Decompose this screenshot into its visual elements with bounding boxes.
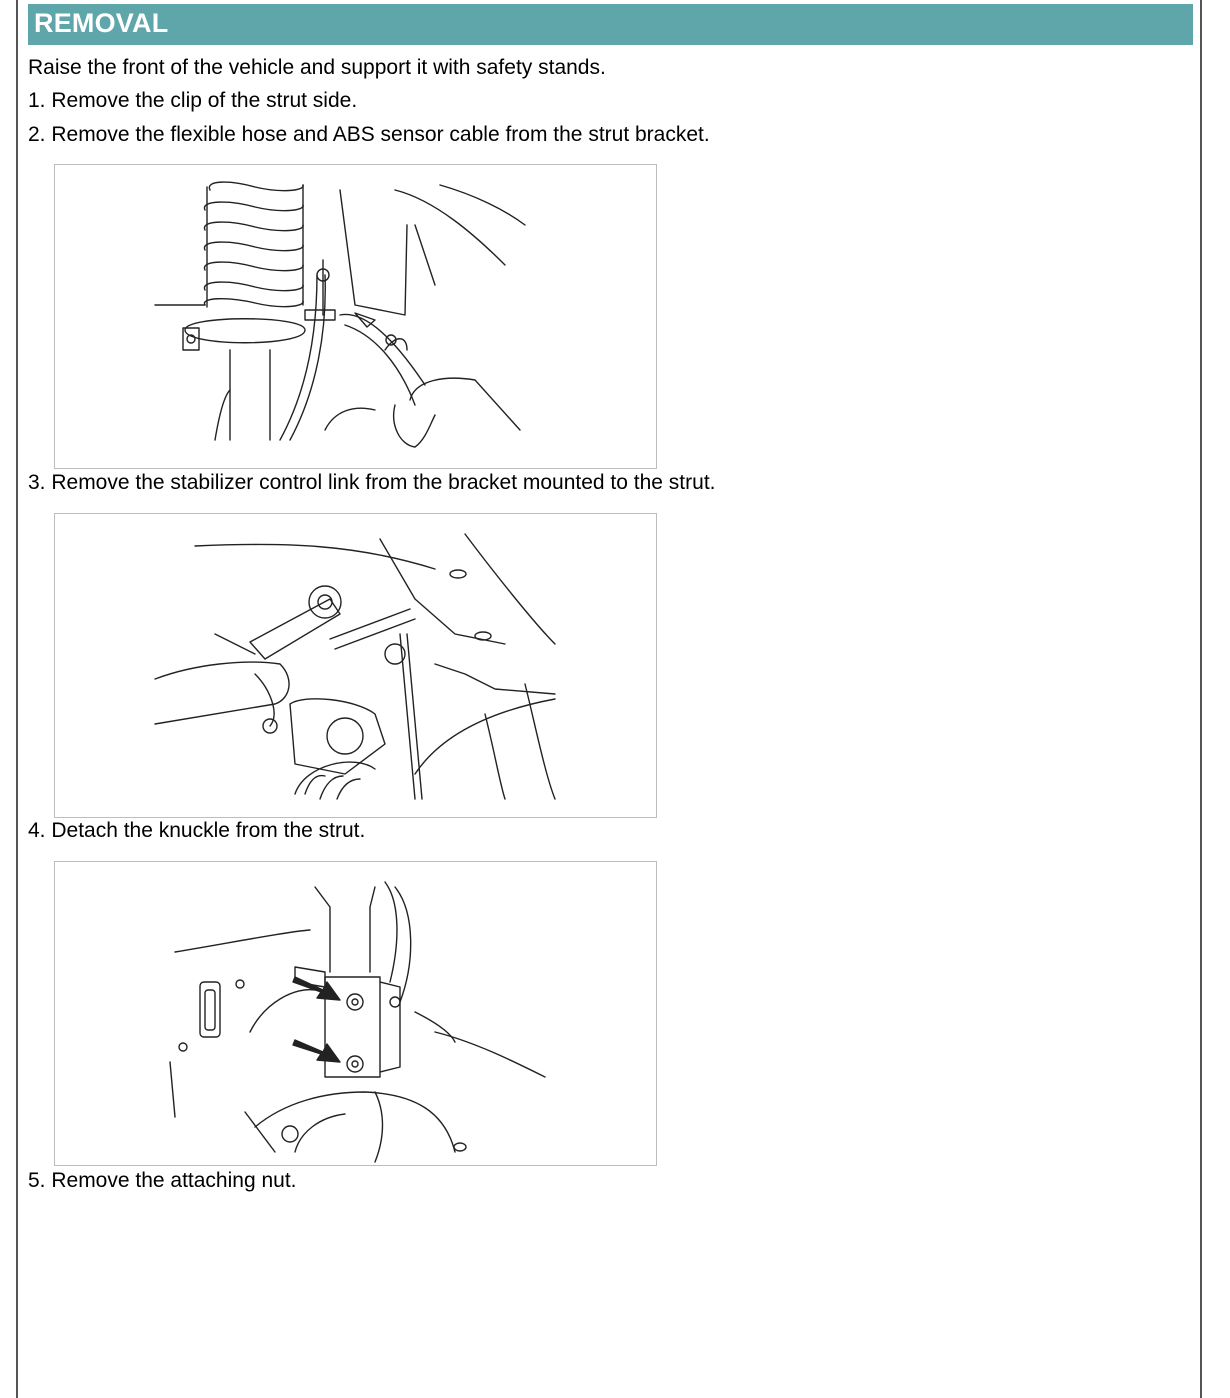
step-3-text: 3. Remove the stabilizer control link from the bracket mounted to the strut. [28, 471, 716, 494]
figure-stabilizer-link [54, 513, 657, 818]
intro-text: Raise the front of the vehicle and support it with safety stands. [28, 56, 606, 79]
section-title: REMOVAL [34, 8, 169, 38]
illustration-knuckle-strut [55, 862, 656, 1165]
step-5-text: 5. Remove the attaching nut. [28, 1169, 297, 1192]
step-2-text: 2. Remove the flexible hose and ABS sensor cable from the strut bracket. [28, 123, 710, 146]
step-1-text: 1. Remove the clip of the strut side. [28, 89, 358, 112]
illustration-strut-hose-clip [55, 165, 656, 468]
figure-knuckle-strut [54, 861, 657, 1166]
step-4-text: 4. Detach the knuckle from the strut. [28, 819, 366, 842]
figure-strut-hose-clip [54, 164, 657, 469]
illustration-stabilizer-link [55, 514, 656, 817]
section-header [28, 4, 1193, 45]
